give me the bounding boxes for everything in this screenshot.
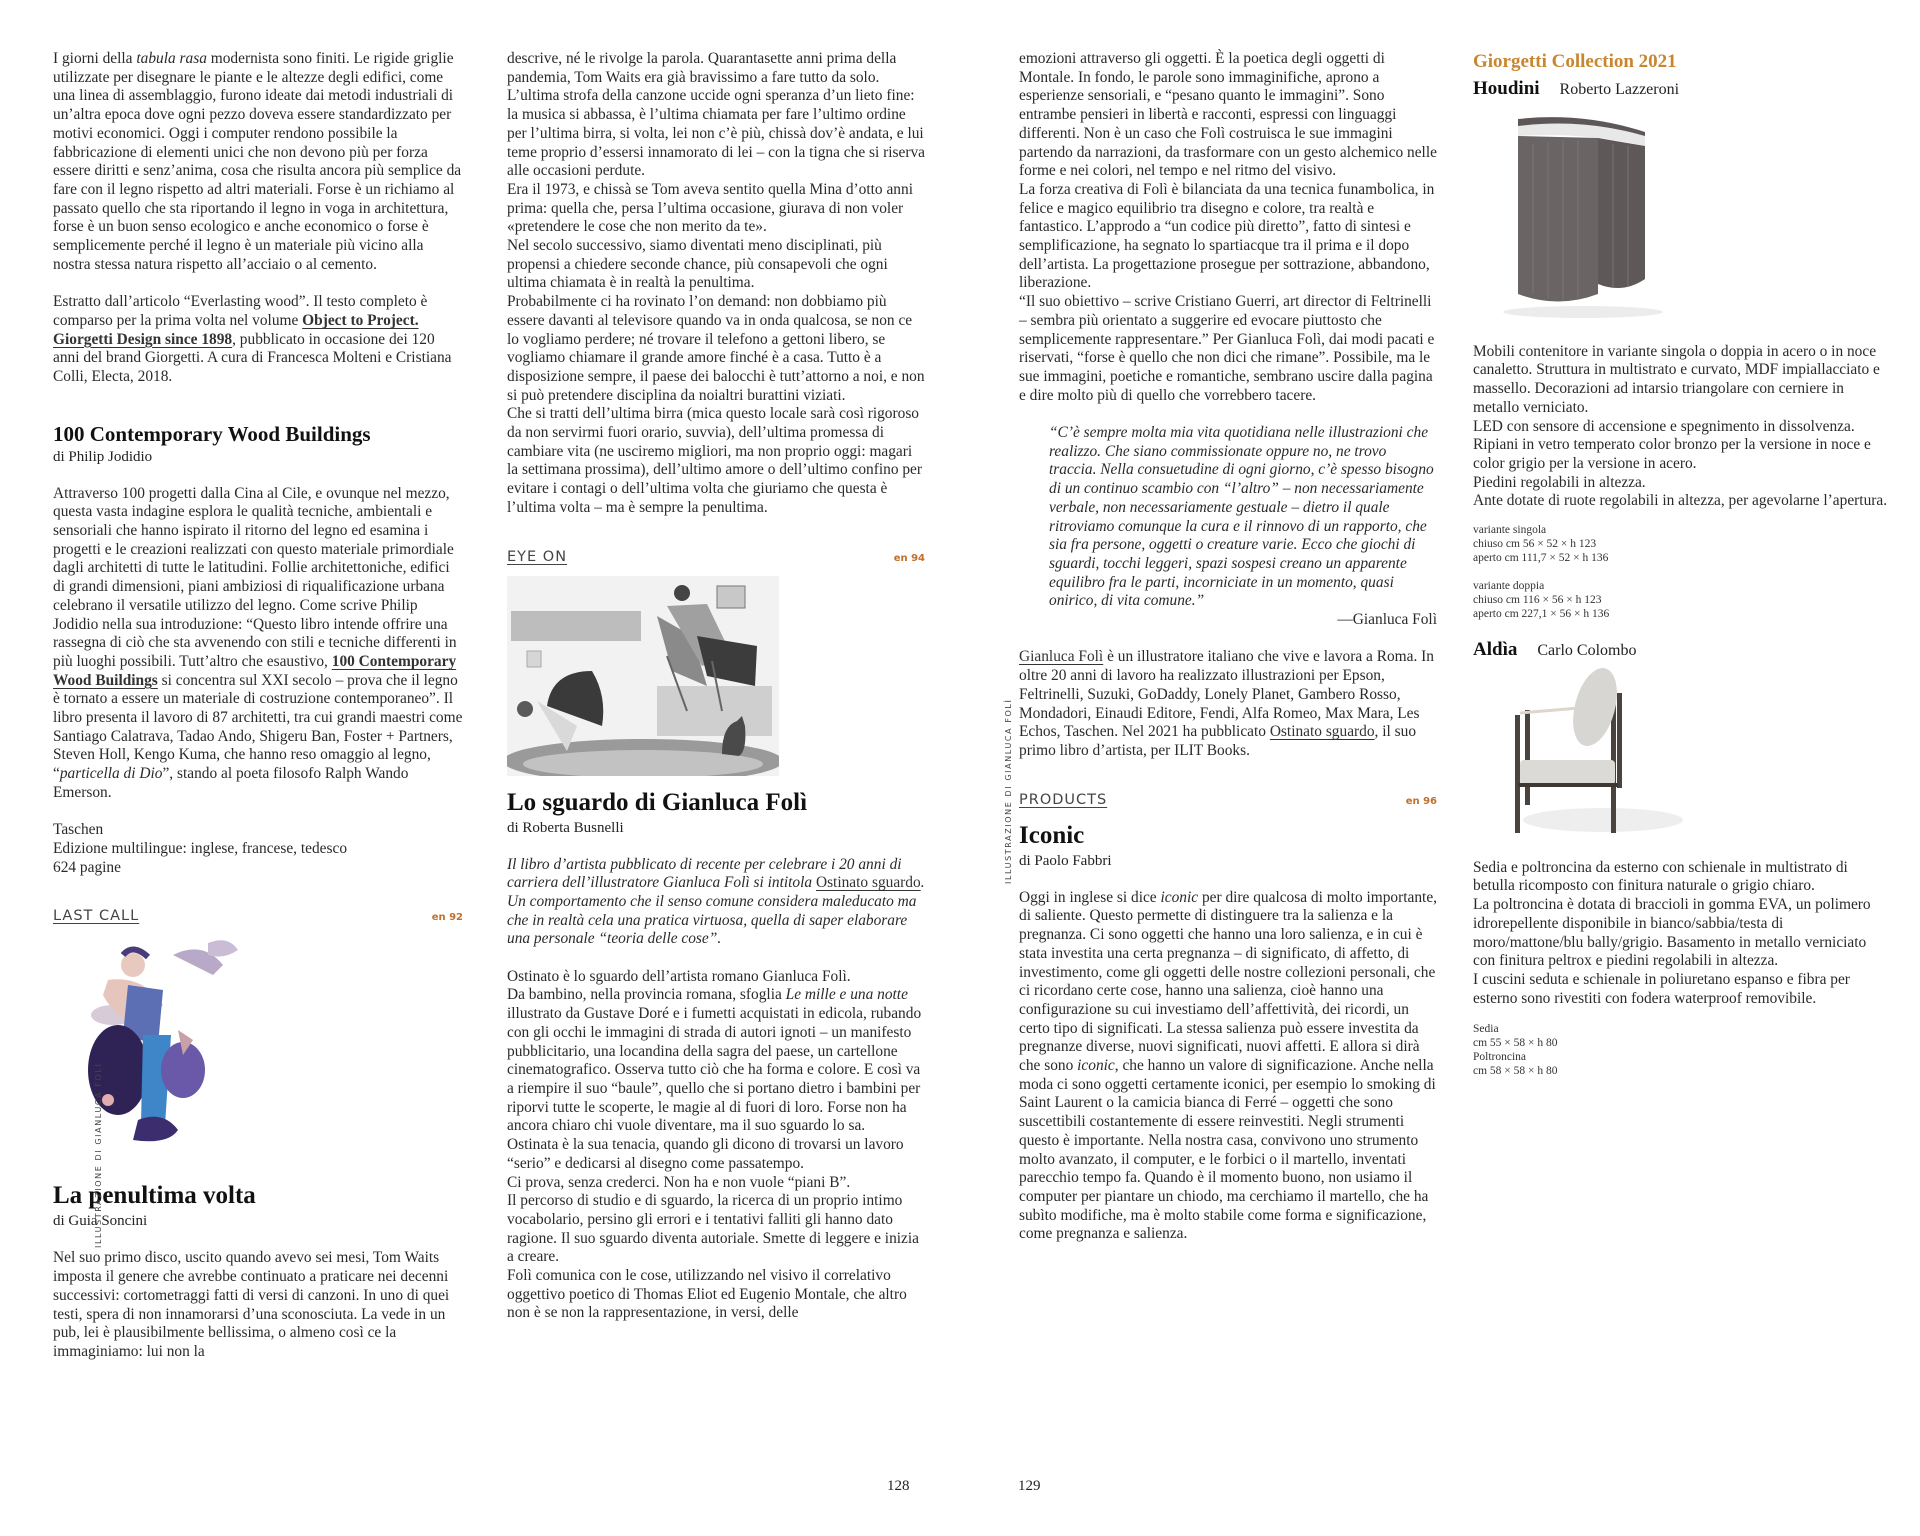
collection-title: Giorgetti Collection 2021 (1473, 51, 1677, 72)
specs-double: variante doppia chiuso cm 116 × 56 × h 123 aperto cm 227,1 × 56 × h 136 (1473, 580, 1610, 621)
product-description: Mobili contenitore in variante singola o doppia in acero o in noce canaletto. Struttura in multistrato e curvato, MDF impiallacciato e massello. Decorazioni ad intarsio triangolare con cerniere in metallo verniciato. (1473, 342, 1880, 416)
column-2 (507, 50, 1013, 1323)
article-byline-last-call: di Guia Soncini (53, 1213, 148, 1230)
product-name: Houdini (1473, 78, 1540, 99)
column-4 (1473, 50, 1891, 1078)
section-label-eye-on[interactable]: EYE ON (507, 548, 568, 565)
page-number-right: 129 (1018, 1478, 1041, 1494)
link-100-contemporary[interactable]: 100 Contemporary Wood Buildings (53, 652, 457, 689)
article-title-products: Iconic (1019, 821, 1085, 849)
section-ref: en 92 (431, 912, 463, 924)
section-ref: en 96 (1405, 795, 1437, 807)
paragraph: Ostinato è lo sguardo dell’artista romano Gianluca Folì. (507, 967, 851, 985)
product-header-houdini (1473, 80, 1891, 100)
link-ostinato-sguardo-bio[interactable]: Ostinato sguardo (1269, 723, 1375, 741)
article-byline-eye-on: di Roberta Busnelli (507, 819, 624, 836)
product-description: La poltroncina è dotata di braccioli in gomma EVA, un polimero idrorepellente disponibile in bianco/sabbia/testa di moro/mattone/blu bally/grigio. Basamento in metallo verniciato con finitura peltrox e piedini regolabili in altezza. (1473, 896, 1871, 970)
book-pages: 624 pagine (53, 858, 121, 876)
paragraph: Folì comunica con le cose, utilizzando nel visivo il correlativo oggettivo poetico di Thomas Eliot ed Eugenio Montale, che altro non è se non la rappresentazione, in versi, delle (507, 1267, 907, 1322)
paragraph: La forza creativa di Folì è bilanciata da una tecnica funambolica, in felice e magico equilibrio tra disegno e colore, tra realtà e fantastico. L’approdo a “un codice più diretto”, fatto di sintesi e semplificazione, ha segnato lo spartiacque tra il prima e il dopo dell’artista. La progettazione prosegue per sottrazione, abbandono, liberazione. (1019, 180, 1435, 292)
paragraph: L’ultima strofa della canzone uccide ogni speranza d’un lieto fine: la musica si abbassa, è l’ultima chiamata per fare l’ultimo ordine per l’ultima birra, si volta, lei non c’è più, chissà dov’è andata, e lui teme proprio d’essersi innamorato di lei – con la tigna che si riserva alle occasioni perdute. (507, 87, 925, 180)
products-body: Oggi in inglese si dice iconic per dire qualcosa di molto importante, di saliente. Questo permette di distinguere tra la salienza e la pregnanza. Ci sono oggetti che hanno una loro salienza, e in cui è stata investita una certa pregnanza – di significato, di affetto, di investimento, come gli oggetti delle nostre collezioni personali, che ci ricordano certe cose, hanno una salienza, cioè hanno una configurazione su cui investiamo dell’affettività, dei ricordi, un certo tipo di significati. La stessa salienza può essere investita da pregnanze diverse, nuovi significati, nuovi affetti. E allora si dirà che sono iconic, che hanno un valore di significazione. Anche nella moda ci sono oggetti certamente iconici, per esempio lo smoking di Saint Laurent o la camicia bianca di Ferré – oggetti che sono suscettibili costantemente di essere reinvestiti. Negli strumenti questo è importante. Nella nostra casa, convivono uno strumento molto avanzato, il computer, e le forbici o il martello, inventati parecchio tempo fa. Quando è il momento buono, non usiamo il computer per piantare un chiodo, ma cerchiamo il martello, che ha subìto modifiche, ma è molto stabile come forma e significazione, come pregnanza e salienza. (1019, 888, 1438, 1243)
section-label-last-call[interactable]: LAST CALL (53, 908, 140, 925)
paragraph: “Il suo obiettivo – scrive Cristiano Guerri, art director di Feltrinelli – sembra più orientato a suggerire ed evocare piuttosto che semplicemente rappresentare.” Per Gianluca Folì, dai modi pacati e riservati, “forse è quello che non dici che rimane”. Possibile, ma le sue immagini, poetiche e romantiche, sembrano uscire dalla pagina e dire molto più di quello che vorrebbero tacere. (1019, 293, 1435, 404)
section-header-last-call (53, 907, 463, 929)
section-header-eye-on (507, 548, 925, 570)
intro-paragraph: I giorni della tabula rasa modernista sono finiti. Le rigide griglie utilizzate per disegnare le piante e le altezze degli edifici, come una linea di assemblaggio, furono ideate dai metodi industriali di un’altra epoca dove ogni pezzo doveva essere standardizzato per motivi economici. Oggi i computer rendono possibile la fabbricazione di elementi unici che non devono più per forza essere diritti e senz’anima, cosa che risulta ancora più semplice da fare con il legno rispetto ad altri materiali. Forse è un richiamo al passato quello che sta riportando il legno in voga in architettura, forse è un buon senso ecologico e anche economico o forse è semplicemente perché il legno è un materiale più vicino alla nostra stessa natura rispetto all’acciaio o al cemento. (53, 50, 462, 273)
eye-on-lead: Il libro d’artista pubblicato di recente per celebrare i 20 anni di carriera dell’illustratore Gianluca Folì si intitola Ostinato sguardo. Un comportamento che il senso comune considera maleducato ma che in realtà cela una pratica virtuosa, quella di saper elaborare una personale “teoria delle cose”. (507, 855, 925, 948)
paragraph: descrive, né le rivolge la parola. Quarantasette anni prima della pandemia, Tom Waits era già bravissimo a fare tutto da solo. (507, 50, 897, 86)
paragraph: Nel secolo successivo, siamo diventati meno disciplinati, più propensi a chiedere seconde chance, più consapevoli che ogni ultima chiamata è in realtà la penultima. (507, 237, 888, 292)
specs-aldia: Sedia cm 55 × 58 × h 80 Poltroncina cm 58 × 58 × h 80 (1473, 1023, 1558, 1078)
paragraph: Probabilmente ci ha rovinato l’on demand: non dobbiamo più essere davanti al televisore quando va in onda qualcosa, se non ce lo vogliamo perdere; né trovare il telefono a gettoni libero, se vogliamo chiamare il grande amore finché è a casa. Tutto è a disposizione sempre, il paese dei balocchi è tutt’attorno a noi, e non si può pretendere disciplina da noialtri burattini viziati. (507, 293, 925, 404)
column-3 (1019, 50, 1437, 1244)
article-byline-products: di Paolo Fabbri (1019, 852, 1112, 869)
product-description: Sedia e poltroncina da esterno con schienale in multistrato di betulla ricomposto con finitura naturale o grigio chiaro. (1473, 858, 1848, 895)
product-description: LED con sensore di accensione e spegnimento in dissolvenza. (1473, 417, 1855, 435)
product-header-aldia (1473, 641, 1891, 661)
section-ref: en 94 (893, 552, 925, 564)
link-object-to-project[interactable]: Object to Project. Giorgetti Design since 1898 (53, 311, 419, 348)
section-label-products[interactable]: PRODUCTS (1019, 791, 1108, 808)
section-header-products (1019, 791, 1437, 813)
book-byline: di Philip Jodidio (53, 448, 153, 465)
aldia-image (1473, 665, 1891, 845)
page-number-left: 128 (887, 1478, 910, 1494)
article-title-last-call: La penultima volta (53, 1182, 256, 1210)
paragraph: Che si tratti dell’ultima birra (mica questo locale sarà così rigoroso da non servirmi fuori orario, suvvia), dell’ultima promessa di cambiare vita (ne usciremo migliori, ma non proprio oggi: magari la settimana prossima), dell’ultimo amore o dell’ultimo confino per evitare i contagi o dell’ultima volta che giuriamo che questa è l’ultima volta – ma è sempre la penultima. (507, 405, 923, 516)
paragraph: Ostinata è la sua tenacia, quando gli dicono di trovarsi un lavoro “serio” e dedicarsi al disegno come passatempo. (507, 1136, 904, 1172)
last-call-illustration (53, 935, 463, 1165)
book-title: 100 Contemporary Wood Buildings (53, 421, 371, 446)
quote-author: —Gianluca Folì (1337, 611, 1437, 629)
book-publisher: Taschen (53, 821, 104, 839)
book-edition: Edizione multilingue: inglese, francese, tedesco (53, 839, 348, 857)
product-description: Piedini regolabili in altezza. (1473, 473, 1646, 491)
illustration-credit: ILLUSTRAZIONE DI GIANLUCA FOLÌ (1004, 698, 1013, 884)
pull-quote: “C’è sempre molta mia vita quotidiana nelle illustrazioni che realizzo. Che siano commissionate oppure no, ne trovo traccia. Nella consuetudine di ogni giorno, c’è spesso bisogno di un continuo scambio con “l’altro” – non necessariamente verbale, non necessariamente gestuale – dietro il quale ritroviamo comunque la cura e il rinnovo di un rapporto, che sia fra persone, oggetti o creature varie. Ecco che giochi di sguardi, tocchi leggeri, spazi sospesi creano un apparente equilibro fra le parti, incorniciate in un momento, quasi onirico, di vita comune.” (1049, 424, 1434, 610)
extract-note: Estratto dall’articolo “Everlasting wood”. Il testo completo è comparso per la prima volta nel volume Object to Project. Giorgetti Design since 1898, pubblicato in occasione dei 120 anni del brand Giorgetti. A cura di Francesca Molteni e Cristiana Colli, Electa, 2018. (53, 293, 452, 385)
product-designer: Roberto Lazzeroni (1559, 81, 1680, 98)
article-title-eye-on: Lo sguardo di Gianluca Folì (507, 788, 808, 816)
product-name: Aldìa (1473, 639, 1518, 661)
eye-on-illustration (507, 576, 779, 776)
product-description: I cuscini seduta e schienale in poliuretano espanso e fibra per esterno sono rivestiti con fodera waterproof removibile. (1473, 970, 1850, 1007)
book-body: Attraverso 100 progetti dalla Cina al Cile, e ovunque nel mezzo, questa vasta indagine esplora le qualità tecniche, ambientali e sensoriali che hanno ispirato il ritorno del legno ed esamina i progetti e le creazioni realizzati con questo materiale primordiale dagli architetti di tutte le latitudini. Follie architettoniche, edifici di grandi dimensioni, piani ambiziosi di riqualificazione urbana celebrano il versatile utilizzo del legno. Come scrive Philip Jodidio nella sua introduzione: “Questo libro intende offrire una rassegna di ciò che sta avvenendo con stili e tecniche differenti in più luoghi possibili. Tutt’altro che esaustivo, 100 Contemporary Wood Buildings si concentra sul XXI secolo – prova che il legno è tornato a essere un materiale di costruzione contemporaneo”. Il libro presenta il lavoro di 87 architetti, tra cui grandi maestri come Santiago Calatrava, Tadao Ando, Shigeru Ban, Foster + Partners, Steven Holl, Kengo Kuma, che hanno reso omaggio al legno, “particella di Dio”, stando al poeta filosofo Ralph Wando Emerson. (53, 484, 463, 801)
artist-bio: Gianluca Folì è un illustratore italiano che vive e lavora a Roma. In oltre 20 anni di lavoro ha realizzato illustrazioni per Epson, Feltrinelli, Suzuki, GoDaddy, Lonely Planet, Gambero Rosso, Mondadori, Einaudi Editore, Fendi, Alfa Romeo, Max Mara, Les Echos, Taschen. Nel 2021 ha pubblicato Ostinato sguardo, il suo primo libro d’artista, per ILIT Books. (1019, 648, 1434, 759)
link-gianluca-foli[interactable]: Gianluca Folì (1019, 648, 1104, 666)
paragraph: Era il 1973, e chissà se Tom aveva sentito quella Mina d’otto anni prima: quella che, persa l’ultima occasione, giurava di non voler «pretendere le cose che non merito da te». (507, 180, 913, 236)
chair-product-image (1473, 665, 1683, 845)
paragraph: Ci prova, senza crederci. Non ha e non vuole “piani B”. (507, 1173, 851, 1191)
product-description: Ante dotate di ruote regolabili in altezza, per agevolarne l’apertura. (1473, 492, 1888, 510)
paragraph: Da bambino, nella provincia romana, sfoglia Le mille e una notte illustrato da Gustave Doré e i fumetti acquistati in edicola, rubando con gli occhi le immagini di strada di autori ignoti – un manifesto pubblicitario, una locandina della sagra del paese, un cartellone cinematografico. Osserva tutto ciò che ha forma e colore. E così va a riempire il suo “baule”, quello che si portano dietro i bambini per riporvi tutte le scoperte, le magie al di fuori di loro. Forse non ha ancora chiaro chi vuole diventare, ma il suo sguardo lo sa. (507, 986, 922, 1135)
houdini-image (1473, 104, 1891, 329)
cabinet-product-image (1473, 104, 1673, 324)
illustration-credit: ILLUSTRAZIONE DI GIANLUCA FOLÌ (94, 1062, 103, 1248)
paragraph: emozioni attraverso gli oggetti. È la poetica degli oggetti di Montale. In fondo, le parole sono immaginifiche, aprono a esperienze sensoriali, e “pesano quanto le immagini”. Sono entrambe pensieri in libertà e racconti, espressi con linguaggi differenti. Non è un caso che Folì costruisca le sue immagini partendo da narrazioni, da trasformare con un gesto alchemico nelle forme e nei colori, nel tempo e nel ritmo del visivo. (1019, 50, 1437, 180)
column-1 (53, 50, 463, 1362)
product-designer: Carlo Colombo (1537, 642, 1637, 660)
specs-single: variante singola chiuso cm 56 × 52 × h 123 aperto cm 111,7 × 52 × h 136 (1473, 524, 1609, 565)
product-description: Ripiani in vetro temperato color bronzo per la versione in noce e color grigio per la versione in acero. (1473, 436, 1871, 472)
last-call-body: Nel suo primo disco, uscito quando avevo sei mesi, Tom Waits imposta il genere che avrebbe continuato a praticare nei decenni successivi: cortometraggi fatti di versi di canzoni. In uno di quei testi, spera di non innamorarsi d’una sconosciuta. La vede in un pub, lei è plausibilmente bellissima, o almeno così ce la immaginiamo: lui non la (53, 1249, 450, 1360)
yoga-reader-cat-illustration (507, 576, 779, 776)
paragraph: Il percorso di studio e di sguardo, la ricerca di un proprio intimo vocabolario, persino gli errori e i tentativi falliti gli hanno dato ragione. Il suo sguardo diventa autoriale. Smette di leggere e inizia a creare. (507, 1192, 919, 1266)
link-ostinato-sguardo[interactable]: Ostinato sguardo (815, 874, 921, 892)
